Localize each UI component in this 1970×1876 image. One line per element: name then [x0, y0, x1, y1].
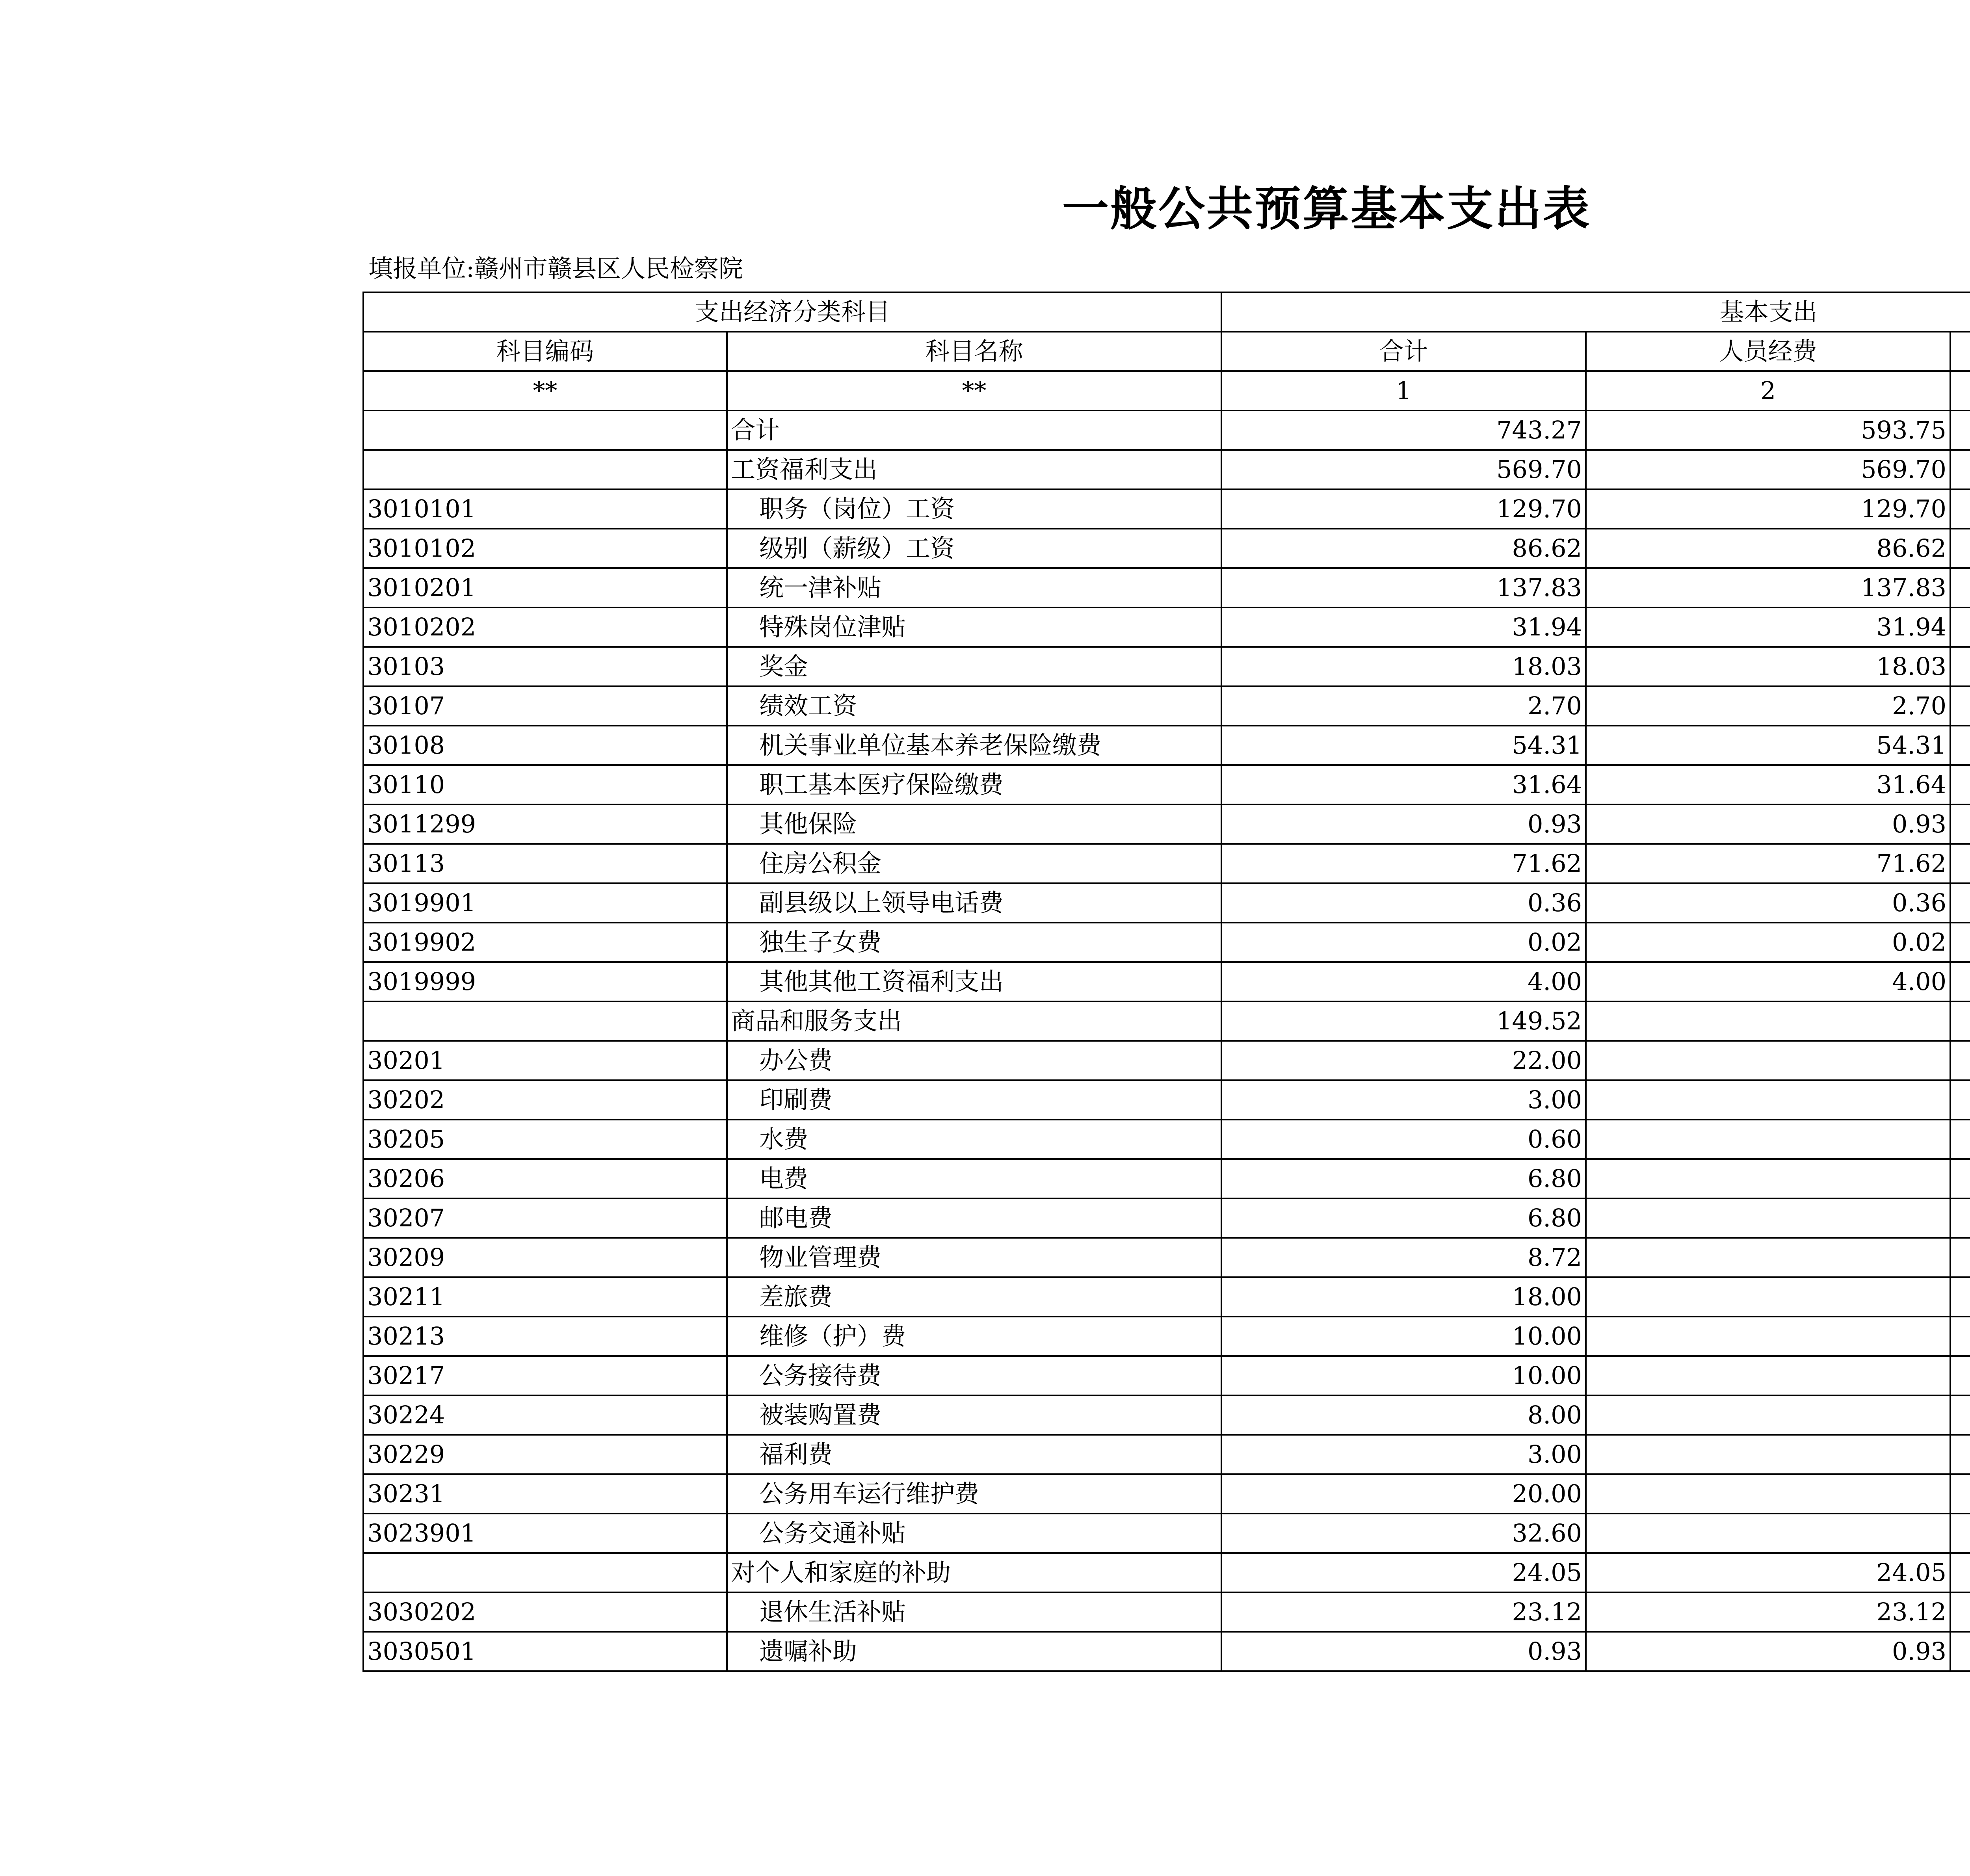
- table-row: [363, 923, 1970, 962]
- cell-personnel: [1586, 1435, 1950, 1474]
- cell-public: [1950, 1080, 1970, 1120]
- cell-personnel: 2.70: [1586, 686, 1950, 726]
- table-row: [363, 1592, 1970, 1632]
- cell-name: 遗嘱补助: [727, 1632, 1221, 1671]
- table-row: [363, 450, 1970, 489]
- cell-total: 22.00: [1221, 1041, 1586, 1080]
- cell-name: 奖金: [727, 647, 1221, 686]
- table-row: [363, 1395, 1970, 1435]
- cell-name: 绩效工资: [727, 686, 1221, 726]
- cell-public: [1950, 1356, 1970, 1395]
- cell-total: 0.93: [1221, 1632, 1586, 1671]
- cell-public: [1950, 568, 1970, 607]
- header-code: 科目编码: [363, 332, 727, 371]
- header-index-row: [363, 371, 1970, 410]
- cell-personnel: 129.70: [1586, 489, 1950, 529]
- budget-table: [362, 292, 1970, 1672]
- cell-code: 30113: [363, 844, 727, 883]
- table-row: [363, 1317, 1970, 1356]
- cell-name: 水费: [727, 1120, 1221, 1159]
- cell-code: 3023901: [363, 1514, 727, 1553]
- cell-total: 20.00: [1221, 1474, 1586, 1514]
- cell-code: 30205: [363, 1120, 727, 1159]
- header-public: [1950, 332, 1970, 371]
- cell-name: 电费: [727, 1159, 1221, 1198]
- table-row: [363, 844, 1970, 883]
- cell-public: [1950, 1317, 1970, 1356]
- cell-personnel: [1586, 1277, 1950, 1317]
- cell-total: 0.36: [1221, 883, 1586, 923]
- cell-code: 30110: [363, 765, 727, 804]
- cell-total: 10.00: [1221, 1317, 1586, 1356]
- cell-code: 3011299: [363, 804, 727, 844]
- cell-code: 30207: [363, 1198, 727, 1238]
- cell-name: 公务接待费: [727, 1356, 1221, 1395]
- table-row: [363, 1159, 1970, 1198]
- table-row: [363, 568, 1970, 607]
- cell-public: [1950, 1592, 1970, 1632]
- cell-name: 公务用车运行维护费: [727, 1474, 1221, 1514]
- index-code: **: [363, 371, 727, 410]
- cell-public: [1950, 1474, 1970, 1514]
- table-row: [363, 1001, 1970, 1041]
- cell-code: [363, 410, 727, 450]
- cell-public: [1950, 1395, 1970, 1435]
- cell-total: 4.00: [1221, 962, 1586, 1001]
- cell-personnel: 86.62: [1586, 529, 1950, 568]
- cell-code: 30202: [363, 1080, 727, 1120]
- cell-name: 被装购置费: [727, 1395, 1221, 1435]
- cell-name: 公务交通补贴: [727, 1514, 1221, 1553]
- cell-public: [1950, 529, 1970, 568]
- cell-total: 71.62: [1221, 844, 1586, 883]
- cell-total: 3.00: [1221, 1080, 1586, 1120]
- cell-name: 福利费: [727, 1435, 1221, 1474]
- cell-public: [1950, 1041, 1970, 1080]
- cell-code: [363, 1001, 727, 1041]
- cell-personnel: [1586, 1041, 1950, 1080]
- cell-public: [1950, 765, 1970, 804]
- cell-code: 30201: [363, 1041, 727, 1080]
- cell-code: 3019902: [363, 923, 727, 962]
- cell-personnel: 0.93: [1586, 804, 1950, 844]
- cell-public: [1950, 450, 1970, 489]
- cell-name: 商品和服务支出: [727, 1001, 1221, 1041]
- cell-personnel: 18.03: [1586, 647, 1950, 686]
- cell-name: 级别（薪级）工资: [727, 529, 1221, 568]
- reporting-unit: 填报单位:赣州市赣县区人民检察院: [368, 254, 743, 283]
- cell-public: [1950, 804, 1970, 844]
- cell-code: 30229: [363, 1435, 727, 1474]
- cell-public: [1950, 647, 1970, 686]
- cell-name: 统一津补贴: [727, 568, 1221, 607]
- table-row: [363, 1553, 1970, 1592]
- cell-public: [1950, 1238, 1970, 1277]
- cell-total: 54.31: [1221, 726, 1586, 765]
- table-row: [363, 529, 1970, 568]
- cell-personnel: 31.94: [1586, 607, 1950, 647]
- cell-total: 0.02: [1221, 923, 1586, 962]
- index-public: [1950, 371, 1970, 410]
- table-row: [363, 1356, 1970, 1395]
- cell-name: 差旅费: [727, 1277, 1221, 1317]
- table-row: [363, 1238, 1970, 1277]
- table-row: [363, 1041, 1970, 1080]
- cell-public: [1950, 726, 1970, 765]
- page-title: 一般公共预算基本支出表: [1062, 181, 1591, 236]
- table-body: [363, 410, 1970, 1671]
- cell-name: 合计: [727, 410, 1221, 450]
- cell-public: [1950, 1159, 1970, 1198]
- cell-name: 其他保险: [727, 804, 1221, 844]
- cell-total: 18.03: [1221, 647, 1586, 686]
- table-row: [363, 686, 1970, 726]
- cell-code: 3030202: [363, 1592, 727, 1632]
- cell-personnel: 137.83: [1586, 568, 1950, 607]
- cell-public: [1950, 410, 1970, 450]
- table-row: [363, 410, 1970, 450]
- cell-public: [1950, 883, 1970, 923]
- table-row: [363, 1474, 1970, 1514]
- cell-total: 3.00: [1221, 1435, 1586, 1474]
- cell-name: 机关事业单位基本养老保险缴费: [727, 726, 1221, 765]
- cell-name: 印刷费: [727, 1080, 1221, 1120]
- cell-code: 30217: [363, 1356, 727, 1395]
- table-row: [363, 1435, 1970, 1474]
- header-classification: 支出经济分类科目: [363, 292, 1221, 332]
- cell-code: 3019901: [363, 883, 727, 923]
- cell-personnel: [1586, 1474, 1950, 1514]
- cell-public: [1950, 962, 1970, 1001]
- cell-code: 3010101: [363, 489, 727, 529]
- index-name: **: [727, 371, 1221, 410]
- cell-name: 副县级以上领导电话费: [727, 883, 1221, 923]
- cell-name: 职务（岗位）工资: [727, 489, 1221, 529]
- table-row: [363, 1514, 1970, 1553]
- cell-public: [1950, 1435, 1970, 1474]
- cell-total: 10.00: [1221, 1356, 1586, 1395]
- cell-public: [1950, 1277, 1970, 1317]
- cell-code: 30213: [363, 1317, 727, 1356]
- cell-name: 其他其他工资福利支出: [727, 962, 1221, 1001]
- cell-code: 30206: [363, 1159, 727, 1198]
- cell-name: 对个人和家庭的补助: [727, 1553, 1221, 1592]
- cell-personnel: [1586, 1198, 1950, 1238]
- cell-name: 独生子女费: [727, 923, 1221, 962]
- cell-total: 31.94: [1221, 607, 1586, 647]
- cell-personnel: [1586, 1159, 1950, 1198]
- cell-total: 23.12: [1221, 1592, 1586, 1632]
- cell-total: 32.60: [1221, 1514, 1586, 1553]
- cell-total: 149.52: [1221, 1001, 1586, 1041]
- cell-public: [1950, 1120, 1970, 1159]
- table-header: [363, 292, 1970, 410]
- cell-total: 86.62: [1221, 529, 1586, 568]
- cell-name: 特殊岗位津贴: [727, 607, 1221, 647]
- cell-personnel: [1586, 1395, 1950, 1435]
- cell-public: [1950, 1632, 1970, 1671]
- cell-code: 30209: [363, 1238, 727, 1277]
- cell-code: 30108: [363, 726, 727, 765]
- cell-personnel: [1586, 1120, 1950, 1159]
- header-column-row: [363, 332, 1970, 371]
- cell-personnel: [1586, 1317, 1950, 1356]
- cell-code: [363, 450, 727, 489]
- cell-name: 退休生活补贴: [727, 1592, 1221, 1632]
- table-row: [363, 1198, 1970, 1238]
- cell-code: 3019999: [363, 962, 727, 1001]
- cell-personnel: [1586, 1080, 1950, 1120]
- cell-personnel: 0.02: [1586, 923, 1950, 962]
- header-name: 科目名称: [727, 332, 1221, 371]
- cell-personnel: [1586, 1514, 1950, 1553]
- cell-personnel: 54.31: [1586, 726, 1950, 765]
- cell-code: 30103: [363, 647, 727, 686]
- cell-total: 18.00: [1221, 1277, 1586, 1317]
- table-row: [363, 765, 1970, 804]
- cell-total: 24.05: [1221, 1553, 1586, 1592]
- cell-public: [1950, 1514, 1970, 1553]
- cell-personnel: 0.36: [1586, 883, 1950, 923]
- cell-personnel: 593.75: [1586, 410, 1950, 450]
- cell-total: 8.00: [1221, 1395, 1586, 1435]
- cell-code: 3010201: [363, 568, 727, 607]
- cell-public: [1950, 607, 1970, 647]
- table-row: [363, 489, 1970, 529]
- cell-name: 工资福利支出: [727, 450, 1221, 489]
- cell-name: 邮电费: [727, 1198, 1221, 1238]
- table-row: [363, 647, 1970, 686]
- cell-total: 6.80: [1221, 1159, 1586, 1198]
- cell-name: 物业管理费: [727, 1238, 1221, 1277]
- cell-total: 0.60: [1221, 1120, 1586, 1159]
- table-row: [363, 804, 1970, 844]
- cell-code: 30224: [363, 1395, 727, 1435]
- cell-total: 743.27: [1221, 410, 1586, 450]
- cell-personnel: 0.93: [1586, 1632, 1950, 1671]
- cell-total: 137.83: [1221, 568, 1586, 607]
- header-basic-expenditure: 基本支出: [1221, 292, 1970, 332]
- cell-public: [1950, 844, 1970, 883]
- table-row: [363, 607, 1970, 647]
- header-total: 合计: [1221, 332, 1586, 371]
- cell-total: 6.80: [1221, 1198, 1586, 1238]
- table-row: [363, 1120, 1970, 1159]
- table-row: [363, 1632, 1970, 1671]
- cell-code: [363, 1553, 727, 1592]
- cell-code: 30211: [363, 1277, 727, 1317]
- cell-code: 30231: [363, 1474, 727, 1514]
- cell-personnel: 24.05: [1586, 1553, 1950, 1592]
- cell-personnel: 569.70: [1586, 450, 1950, 489]
- cell-public: [1950, 1553, 1970, 1592]
- cell-public: [1950, 686, 1970, 726]
- index-personnel: 2: [1586, 371, 1950, 410]
- cell-name: 职工基本医疗保险缴费: [727, 765, 1221, 804]
- cell-personnel: 71.62: [1586, 844, 1950, 883]
- cell-personnel: 31.64: [1586, 765, 1950, 804]
- cell-public: [1950, 1001, 1970, 1041]
- cell-name: 维修（护）费: [727, 1317, 1221, 1356]
- index-total: 1: [1221, 371, 1586, 410]
- table-row: [363, 1277, 1970, 1317]
- table-row: [363, 962, 1970, 1001]
- cell-total: 8.72: [1221, 1238, 1586, 1277]
- header-group-row: [363, 292, 1970, 332]
- cell-total: 2.70: [1221, 686, 1586, 726]
- cell-code: 30107: [363, 686, 727, 726]
- table-row: [363, 1080, 1970, 1120]
- table-row: [363, 726, 1970, 765]
- cell-personnel: 23.12: [1586, 1592, 1950, 1632]
- cell-total: 31.64: [1221, 765, 1586, 804]
- cell-total: 129.70: [1221, 489, 1586, 529]
- cell-public: [1950, 923, 1970, 962]
- cell-total: 0.93: [1221, 804, 1586, 844]
- cell-code: 3030501: [363, 1632, 727, 1671]
- cell-personnel: [1586, 1238, 1950, 1277]
- cell-public: [1950, 1198, 1970, 1238]
- cell-personnel: [1586, 1001, 1950, 1041]
- table-row: [363, 883, 1970, 923]
- cell-personnel: [1586, 1356, 1950, 1395]
- cell-name: 办公费: [727, 1041, 1221, 1080]
- cell-name: 住房公积金: [727, 844, 1221, 883]
- cell-code: 3010202: [363, 607, 727, 647]
- cell-personnel: 4.00: [1586, 962, 1950, 1001]
- cell-total: 569.70: [1221, 450, 1586, 489]
- cell-public: [1950, 489, 1970, 529]
- cell-code: 3010102: [363, 529, 727, 568]
- header-personnel: 人员经费: [1586, 332, 1950, 371]
